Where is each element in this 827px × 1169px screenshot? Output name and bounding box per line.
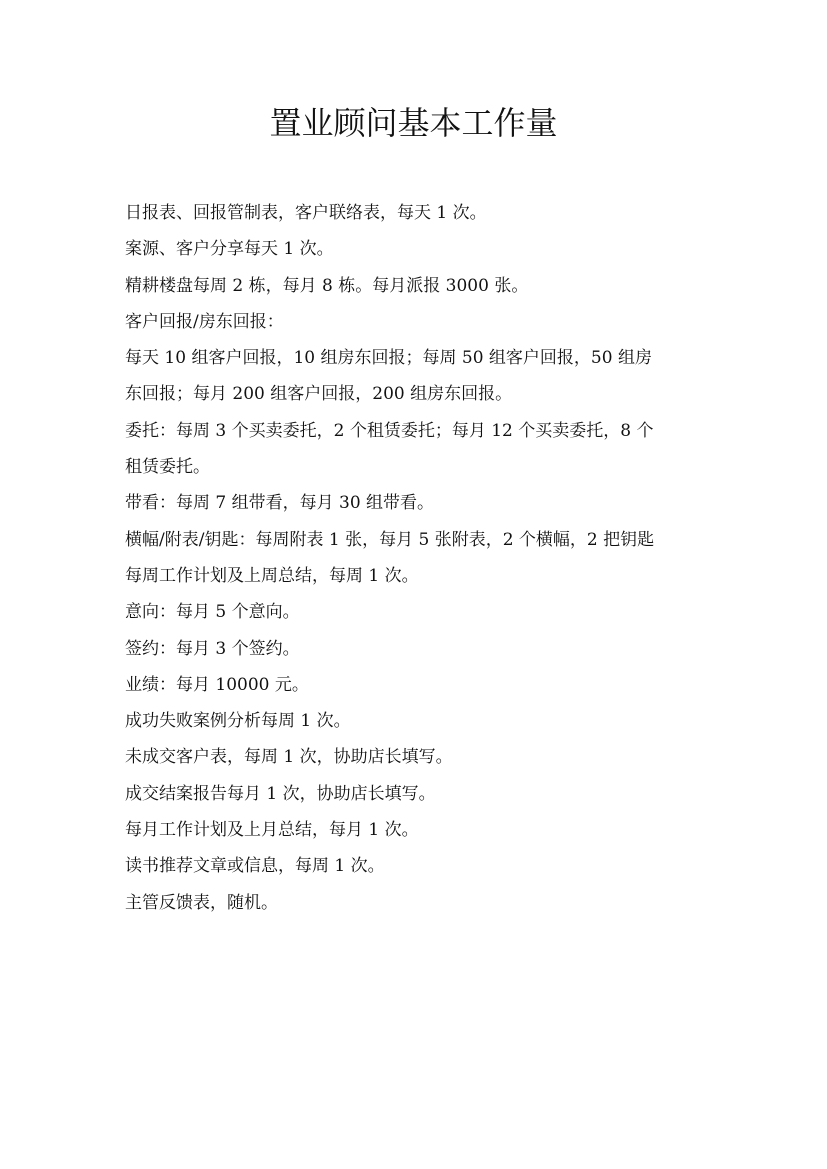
body-line: 读书推荐文章或信息，每周 1 次。 (125, 856, 385, 877)
document-body (125, 195, 717, 921)
body-line: 客户回报/房东回报： (125, 311, 284, 332)
body-line: 委托：每周 3 个买卖委托，2 个租赁委托；每月 12 个买卖委托，8 个 (125, 420, 654, 441)
body-line: 每周工作计划及上周总结，每周 1 次。 (125, 565, 419, 586)
body-line: 主管反馈表，随机。 (125, 892, 278, 913)
body-line: 成功失败案例分析每周 1 次。 (125, 711, 351, 732)
body-line: 签约：每月 3 个签约。 (125, 638, 300, 659)
body-line: 日报表、回报管制表，客户联络表，每天 1 次。 (125, 203, 487, 223)
body-line: 横幅/附表/钥匙：每周附表 1 张，每月 5 张附表，2 个横幅，2 把钥匙 (125, 529, 655, 550)
document-title: 置业顾问基本工作量 (269, 104, 558, 142)
body-line: 租赁委托。 (125, 457, 210, 478)
body-line: 成交结案报告每月 1 次，协助店长填写。 (125, 783, 436, 804)
body-line: 意向：每月 5 个意向。 (125, 602, 300, 623)
body-line: 精耕楼盘每周 2 栋，每月 8 栋。每月派报 3000 张。 (125, 275, 529, 296)
body-line: 案源、客户分享每天 1 次。 (125, 239, 334, 260)
body-line: 每月工作计划及上月总结，每月 1 次。 (125, 820, 419, 841)
body-line: 东回报；每月 200 组客户回报，200 组房东回报。 (125, 384, 513, 405)
body-line: 业绩：每月 10000 元。 (125, 674, 309, 695)
body-line: 带看：每周 7 组带看，每月 30 组带看。 (125, 493, 435, 514)
body-line: 未成交客户表，每周 1 次，协助店长填写。 (125, 747, 453, 768)
body-line: 每天 10 组客户回报，10 组房东回报；每周 50 组客户回报，50 组房 (125, 348, 652, 369)
